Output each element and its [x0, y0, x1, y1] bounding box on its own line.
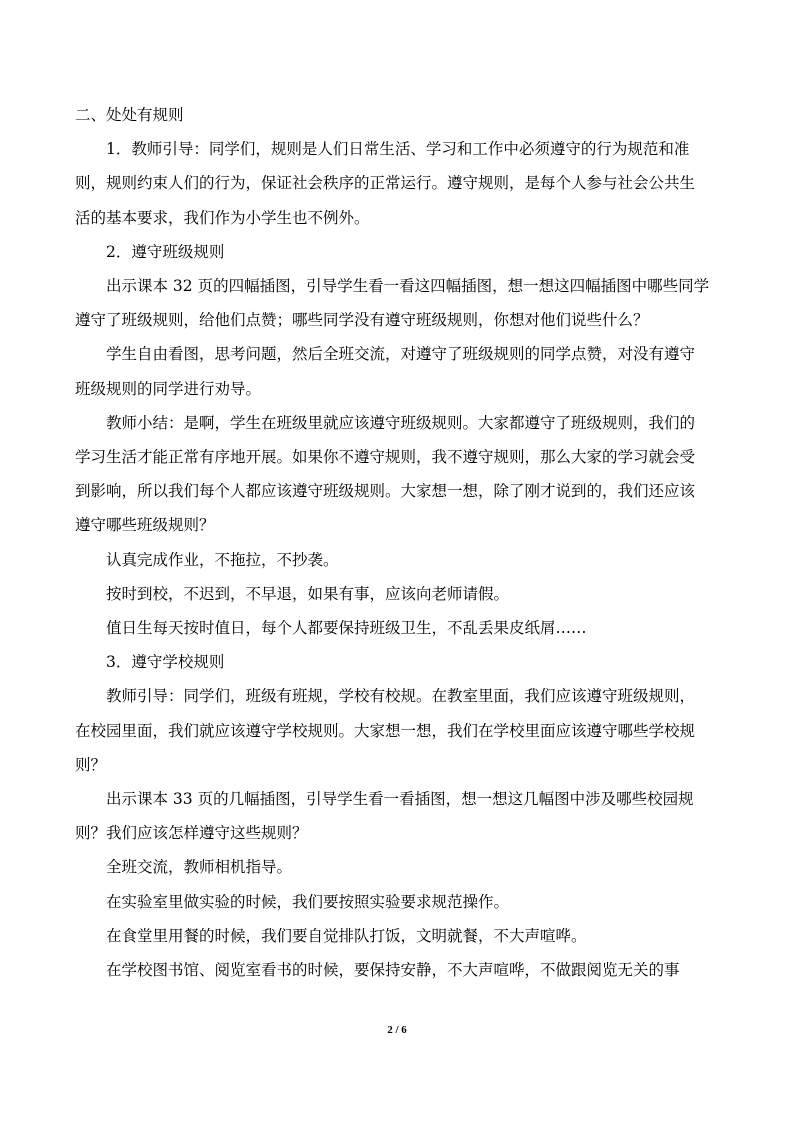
text-line: 则，规则约束人们的行为，保证社会秩序的正常运行。遵守规则，是每个人参与社会公共生: [75, 174, 696, 193]
text-line: 在校园里面，我们就应该遵守学校规则。大家想一想，我们在学校里面应该遵守哪些学校规: [75, 721, 696, 740]
text-line: 教师小结：是啊，学生在班级里就应该遵守班级规则。大家都遵守了班级规则，我们的: [106, 413, 696, 432]
text-line: 按时到校，不迟到，不早退，如果有事，应该向老师请假。: [106, 584, 510, 603]
subheading: 2．遵守班级规则: [106, 242, 225, 261]
text-line: 值日生每天按时值日，每个人都要保持班级卫生，不乱丢果皮纸屑……: [106, 619, 587, 638]
text-line: 学习生活才能正常有序地开展。如果你不遵守规则，我不遵守规则，那么大家的学习就会受: [75, 448, 696, 467]
text-line: 出示课本 32 页的四幅插图，引导学生看一看这四幅插图，想一想这四幅插图中哪些同学: [106, 277, 710, 296]
text-line: 在学校图书馆、阅览室看书的时候，要保持安静，不大声喧哗，不做跟阅览无关的事: [106, 961, 680, 980]
text-line: 在食堂里用餐的时候，我们要自觉排队打饭，文明就餐，不大声喧哗。: [106, 926, 587, 945]
section-heading: 二、处处有规则: [75, 106, 184, 124]
text-line: 在实验室里做实验的时候，我们要按照实验要求规范操作。: [106, 892, 510, 911]
subheading: 3．遵守学校规则: [106, 653, 225, 672]
text-line: 遵守哪些班级规则？: [75, 516, 215, 535]
text-line: 学生自由看图，思考问题，然后全班交流，对遵守了班级规则的同学点赞，对没有遵守: [106, 345, 696, 364]
text-line: 遵守了班级规则，给他们点赞；哪些同学没有遵守班级规则，你想对他们说些什么？: [75, 311, 649, 330]
text-line: 活的基本要求，我们作为小学生也不例外。: [75, 208, 370, 227]
text-line: 出示课本 33 页的几幅插图，引导学生看一看插图，想一想这几幅图中涉及哪些校园规: [106, 790, 694, 809]
text-line: 全班交流，教师相机指导。: [106, 858, 293, 877]
document-body: [75, 98, 723, 987]
text-line: 则？我们应该怎样遵守这些规则？: [75, 824, 308, 843]
page-number: 2 / 6: [387, 1024, 407, 1036]
text-line: 班级规则的同学进行劝导。: [75, 379, 262, 398]
text-line: 认真完成作业，不拖拉，不抄袭。: [106, 550, 339, 569]
text-line: 教师引导：同学们，班级有班规，学校有校规。在教室里面，我们应该遵守班级规则，: [106, 687, 696, 706]
text-line: 则？: [75, 755, 107, 774]
text-line: 到影响，所以我们每个人都应该遵守班级规则。大家想一想，除了刚才说到的，我们还应该: [75, 482, 696, 501]
text-line: 1．教师引导：同学们，规则是人们日常生活、学习和工作中必须遵守的行为规范和准: [106, 140, 690, 159]
